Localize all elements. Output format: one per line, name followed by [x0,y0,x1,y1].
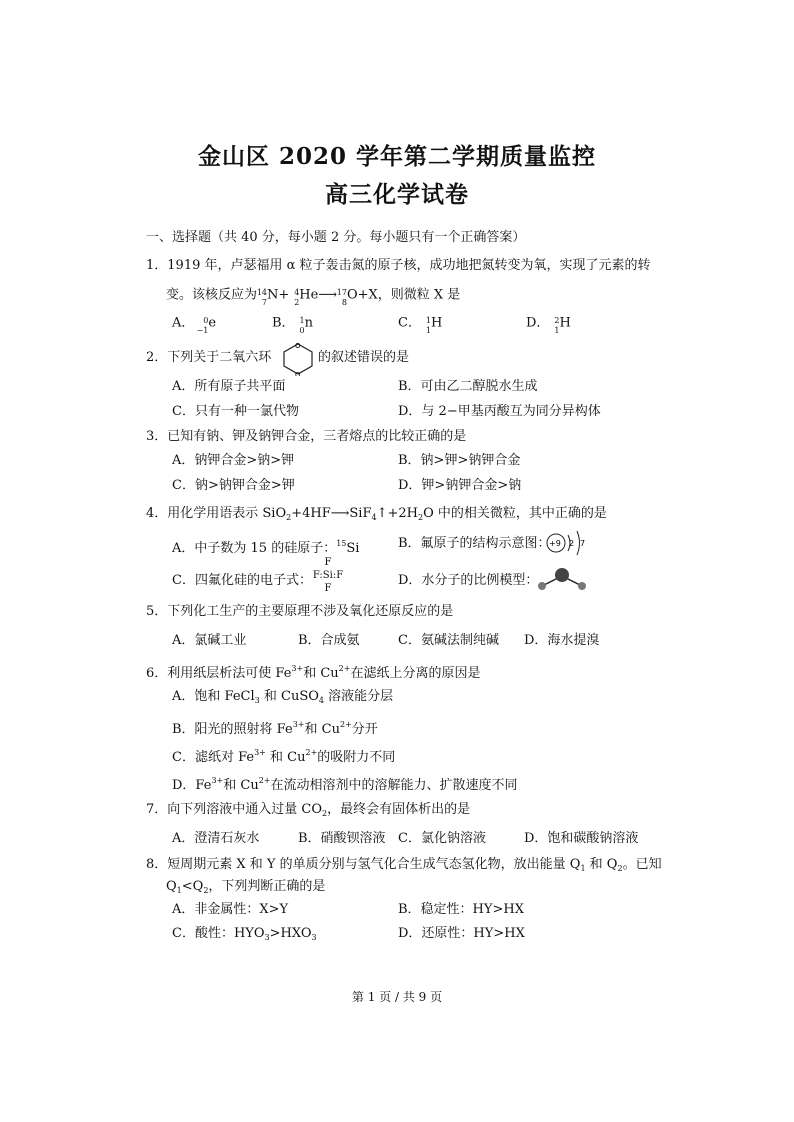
q6-option-a: A．饱和 FeCl$_3$ 和 CuSO$_4$ 溶液能分层 [172,689,394,705]
q8-option-d: D．还原性：HY>HX [398,926,525,941]
q4-option-b: B．氟原子的结构示意图： [398,536,551,551]
q1-option-a: A． 0 −1 e [172,315,217,335]
q3-stem: 3．已知有钠、钾及钠钾合金，三者熔点的比较正确的是 [146,429,467,444]
q2-option-d: D．与 2−甲基丙酸互为同分异构体 [398,404,601,419]
q8-option-b: B．稳定性：HY>HX [398,902,524,917]
q7-option-d: D．饱和碳酸钠溶液 [524,831,639,846]
oxygen-nuclide: 17 8 [336,288,347,307]
q1-option-d: D． 2 1 H [526,315,571,335]
dioxane-ring-diagram [278,340,318,376]
page-number-footer: 第 1 页 / 共 9 页 [351,990,443,1004]
nitrogen-nuclide: 14 7 [256,288,268,307]
hydrogen-atom-right [578,582,586,590]
q6-option-d: D．$Fe^{3+}$和 $Cu^{2+}$在流动相溶剂中的溶解能力、扩散速度不同 [172,776,518,793]
q1-option-c: C． 1 1 H [398,315,443,335]
q1-stem-line2: 变。该核反应为 14 7 N+ 4 2 He⟶ 17 8 O+X，则微粒 X 是 [166,287,461,307]
nucleus-charge: +9 [549,539,561,548]
sif4-electron-formula: F F:Si:F F [312,557,344,594]
q4-stem: 4．用化学用语表示 $SiO_2+4HF⟶SiF_4↑+2H_2O$ 中的相关微粒，其中正确的是 [146,506,607,522]
q5-option-d: D．海水提溴 [524,633,600,648]
q5-option-a: A．氯碱工业 [172,633,247,648]
q7-option-a: A．澄清石灰水 [172,831,260,846]
q4-option-a: A．中子数为 15 的硅原子：$^{15}$Si [172,539,360,556]
fluorine-atom-diagram [544,526,592,560]
q8-stem-line1: 8．短周期元素 X 和 Y 的单质分别与氢气化合生成气态氢化物，放出能量 $Q_1$ 和 $Q_2$。已知 [146,857,662,873]
q5-option-b: B．合成氨 [298,633,360,648]
q2-option-c: C．只有一种一氯代物 [172,404,299,419]
q6-stem: 6．利用纸层析法可使 $Fe^{3+}$和 $Cu^{2+}$在滤纸上分离的原因是 [146,664,481,681]
q3-option-d: D．钾>钠钾合金>钠 [398,478,522,493]
q7-option-b: B．硝酸钡溶液 [298,831,386,846]
q3-option-a: A．钠钾合金>钠>钾 [172,453,295,468]
q6-option-c: C．滤纸对 $Fe^{3+}$ 和 $Cu^{2+}$的吸附力不同 [172,748,396,765]
section-heading: 一、选择题（共 40 分，每小题 2 分。每小题只有一个正确答案） [146,230,526,245]
q5-option-c: C．氨碱法制纯碱 [398,633,499,648]
exam-subtitle: 高三化学试卷 [325,181,469,208]
q2-option-b: B．可由乙二醇脱水生成 [398,379,538,394]
q1-option-b: B． 1 0 n [272,315,313,335]
q4-option-d: D．水分子的比例模型： [398,573,539,588]
q3-option-c: C．钠>钠钾合金>钾 [172,478,295,493]
shell-1-electrons: 2 [569,539,575,548]
ring-oxygen-top: O [295,342,301,350]
helium-nuclide: 4 2 [294,288,300,307]
hydrogen-atom-left [538,582,546,590]
exam-title: 金山区 2020 学年第二学期质量监控 [197,143,597,170]
q7-stem: 7．向下列溶液中通入过量 $CO_2$，最终会有固体析出的是 [146,802,471,818]
q8-stem-line2: $Q_1<Q_2$，下列判断正确的是 [166,879,326,895]
q3-option-b: B．钠>钾>钠钾合金 [398,453,521,468]
q5-stem: 5．下列化工生产的主要原理不涉及氧化还原反应的是 [146,604,454,619]
oxygen-atom [555,568,569,582]
q8-option-a: A．非金属性：X>Y [172,902,289,917]
water-model-diagram [534,564,592,594]
q8-option-c: C．酸性：$HYO_3>HXO_3$ [172,926,317,942]
q6-option-b: B．阳光的照射将 $Fe^{3+}$和 $Cu^{2+}$分开 [172,720,378,737]
q4-option-c: C．四氟化硅的电子式： [172,573,312,588]
q2-option-a: A．所有原子共平面 [172,379,286,394]
q7-option-c: C．氯化钠溶液 [398,831,486,846]
ring-oxygen-bottom: O [295,371,301,376]
q2-stem-start: 2．下列关于二氧六环 [146,350,272,365]
shell-2-electrons: 7 [580,539,586,548]
q2-stem-end: 的叙述错误的是 [318,350,410,365]
q1-stem-line1: 1．1919 年，卢瑟福用 α 粒子轰击氮的原子核，成功地把氮转变为氧，实现了元素的转 [146,258,651,273]
